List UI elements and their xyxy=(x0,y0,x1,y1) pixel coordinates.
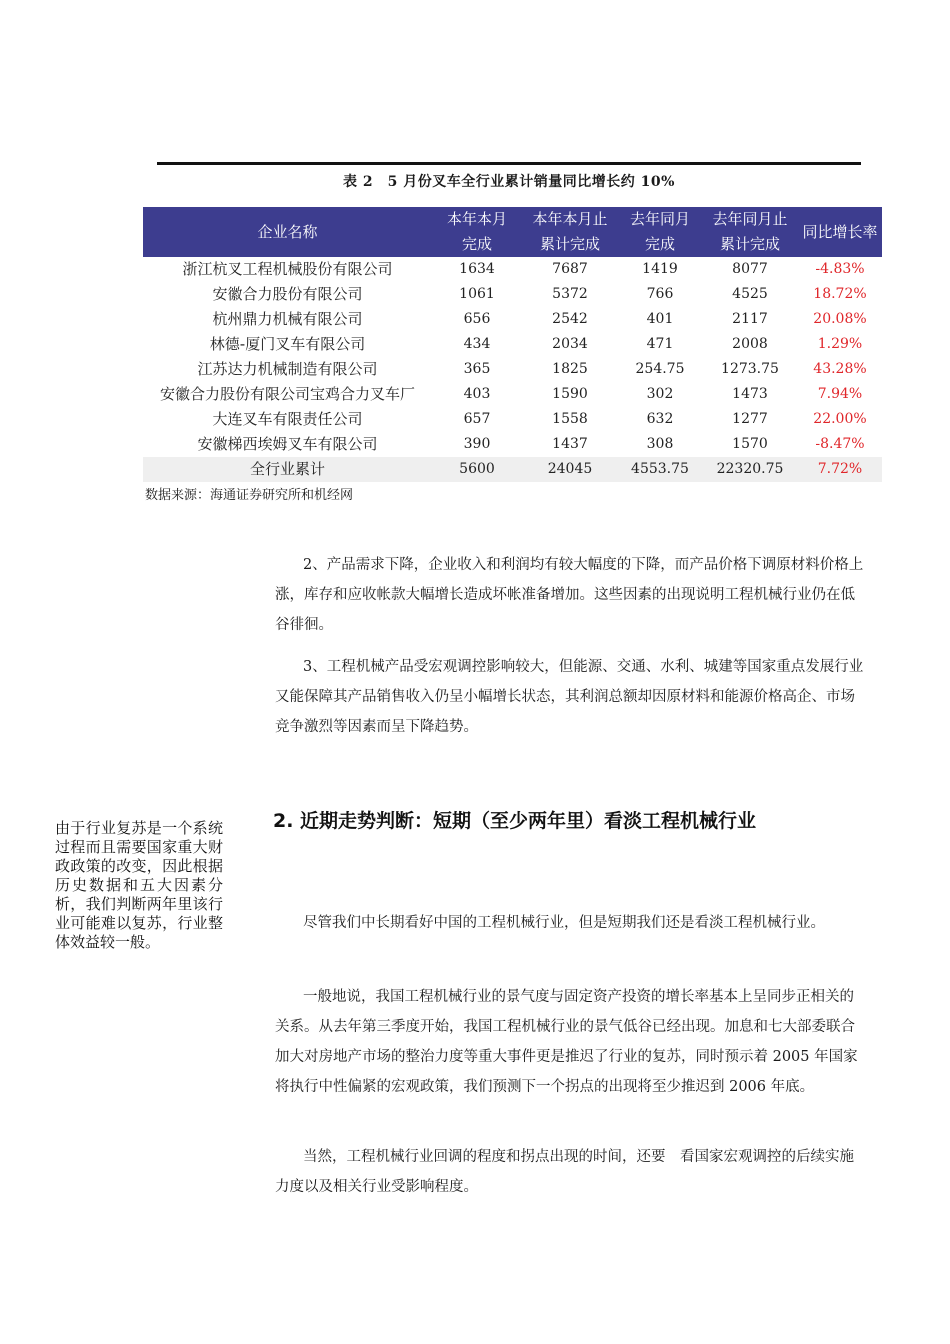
table-header-row xyxy=(143,207,882,257)
header-current-cumulative: 本年本月止 累计完成 xyxy=(522,207,618,257)
total-current-cumulative: 24045 xyxy=(522,457,618,482)
current-month-value: 434 xyxy=(463,336,491,352)
current-month-value: 656 xyxy=(463,311,491,327)
current-cumulative-value: 5372 xyxy=(552,286,588,302)
table-title: 表 2 5 月份叉车全行业累计销量同比增长约 10% xyxy=(343,174,675,190)
table-row xyxy=(143,257,882,282)
previous-cumulative-value: 1473 xyxy=(732,386,768,402)
previous-month-value: 401 xyxy=(646,311,674,327)
previous-cumulative-value: 1570 xyxy=(732,436,768,452)
table-row xyxy=(143,432,882,457)
company-name: 林德-厦门叉车有限公司 xyxy=(209,335,366,353)
previous-cumulative-value: 2008 xyxy=(732,336,768,352)
total-label: 全行业累计 xyxy=(143,457,432,482)
body-paragraph-3: 当然，工程机械行业回调的程度和拐点出现的时间，还要 看国家宏观调控的后续实施力度以及相关行业受影响程度。 xyxy=(275,1149,854,1195)
company-name: 江苏达力机械制造有限公司 xyxy=(197,360,378,378)
table-row xyxy=(143,382,882,407)
previous-month-value: 632 xyxy=(646,411,674,427)
company-name: 浙江杭叉工程机械股份有限公司 xyxy=(182,260,393,278)
header-growth-rate: 同比增长率 xyxy=(798,207,882,257)
previous-month-value: 471 xyxy=(646,336,674,352)
current-month-value: 390 xyxy=(463,436,491,452)
previous-month-value: 1419 xyxy=(642,261,678,277)
table-top-rule xyxy=(157,162,861,165)
table-row xyxy=(143,282,882,307)
table-row xyxy=(143,332,882,357)
data-source-note: 数据来源：海通证券研究所和机经网 xyxy=(145,488,354,503)
previous-cumulative-value: 1273.75 xyxy=(721,361,779,377)
current-cumulative-value: 1437 xyxy=(552,436,588,452)
total-previous-month: 4553.75 xyxy=(618,457,702,482)
body-paragraph-2: 一般地说，我国工程机械行业的景气度与固定资产投资的增长率基本上呈同步正相关的关系。从去年第三季度开始，我国工程机械行业的景气低谷已经出现。加息和七大部委联合加大对房地产市场的整治力度等重大事件更是推迟了行业的复苏，同时预示着 2005 年国家将执行中性偏紧的宏观政策，我们预测下一个拐点的出现将至少推迟到 2006 年底。 xyxy=(275,989,858,1095)
header-company-name: 企业名称 xyxy=(143,207,432,257)
previous-cumulative-value: 1277 xyxy=(732,411,768,427)
previous-month-value: 254.75 xyxy=(635,361,685,377)
previous-month-value: 308 xyxy=(646,436,674,452)
previous-month-value: 302 xyxy=(646,386,674,402)
body-paragraph-1: 尽管我们中长期看好中国的工程机械行业，但是短期我们还是看淡工程机械行业。 xyxy=(303,915,825,931)
current-cumulative-value: 1590 xyxy=(552,386,588,402)
total-growth-rate: 7.72% xyxy=(798,457,882,482)
table-total-row xyxy=(143,457,882,482)
growth-rate-value: 43.28% xyxy=(813,361,867,377)
current-month-value: 1061 xyxy=(459,286,495,302)
previous-cumulative-value: 8077 xyxy=(732,261,768,277)
header-current-month: 本年本月 完成 xyxy=(432,207,522,257)
previous-month-value: 766 xyxy=(646,286,674,302)
current-month-value: 1634 xyxy=(459,261,495,277)
table-row xyxy=(143,407,882,432)
current-month-value: 657 xyxy=(463,411,491,427)
current-cumulative-value: 1558 xyxy=(552,411,588,427)
growth-rate-value: -4.83% xyxy=(815,261,865,277)
current-cumulative-value: 2542 xyxy=(552,311,588,327)
section-heading: 2. 近期走势判断：短期（至少两年里）看淡工程机械行业 xyxy=(273,810,757,832)
current-cumulative-value: 7687 xyxy=(552,261,588,277)
company-name: 大连叉车有限责任公司 xyxy=(212,410,363,428)
growth-rate-value: 20.08% xyxy=(813,311,867,327)
growth-rate-value: 18.72% xyxy=(813,286,867,302)
company-name: 杭州鼎力机械有限公司 xyxy=(212,310,363,328)
growth-rate-value: -8.47% xyxy=(815,436,865,452)
growth-rate-value: 1.29% xyxy=(817,336,863,352)
previous-cumulative-value: 4525 xyxy=(732,286,768,302)
table-row xyxy=(143,307,882,332)
header-previous-month: 去年同月 完成 xyxy=(618,207,702,257)
growth-rate-value: 22.00% xyxy=(813,411,867,427)
paragraph-point-2: 2、产品需求下降，企业收入和利润均有较大幅度的下降，而产品价格下调原材料价格上涨，库存和应收帐款大幅增长造成坏帐准备增加。这些因素的出现说明工程机械行业仍在低谷徘徊。 xyxy=(275,557,864,633)
total-previous-cumulative: 22320.75 xyxy=(702,457,798,482)
growth-rate-value: 7.94% xyxy=(817,386,863,402)
previous-cumulative-value: 2117 xyxy=(732,311,768,327)
current-month-value: 403 xyxy=(463,386,491,402)
company-name: 安徽合力股份有限公司 xyxy=(212,285,363,303)
paragraph-point-3: 3、工程机械产品受宏观调控影响较大，但能源、交通、水利、城建等国家重点发展行业又能保障其产品销售收入仍呈小幅增长状态，其利润总额却因原材料和能源价格高企、市场竞争激烈等因素而呈下降趋势。 xyxy=(275,659,864,735)
sales-table xyxy=(143,207,882,482)
company-name: 安徽合力股份有限公司宝鸡合力叉车厂 xyxy=(159,385,415,403)
total-current-month: 5600 xyxy=(432,457,522,482)
table-row xyxy=(143,357,882,382)
sidebar-summary: 由于行业复苏是一个系统过程而且需要国家重大财政政策的改变，因此根据历史数据和五大因素分析，我们判断两年里该行业可能难以复苏，行业整体效益较一般。 xyxy=(55,819,223,951)
current-month-value: 365 xyxy=(463,361,491,377)
current-cumulative-value: 1825 xyxy=(552,361,588,377)
header-previous-cumulative: 去年同月止 累计完成 xyxy=(702,207,798,257)
company-name: 安徽梯西埃姆叉车有限公司 xyxy=(197,435,378,453)
current-cumulative-value: 2034 xyxy=(552,336,588,352)
